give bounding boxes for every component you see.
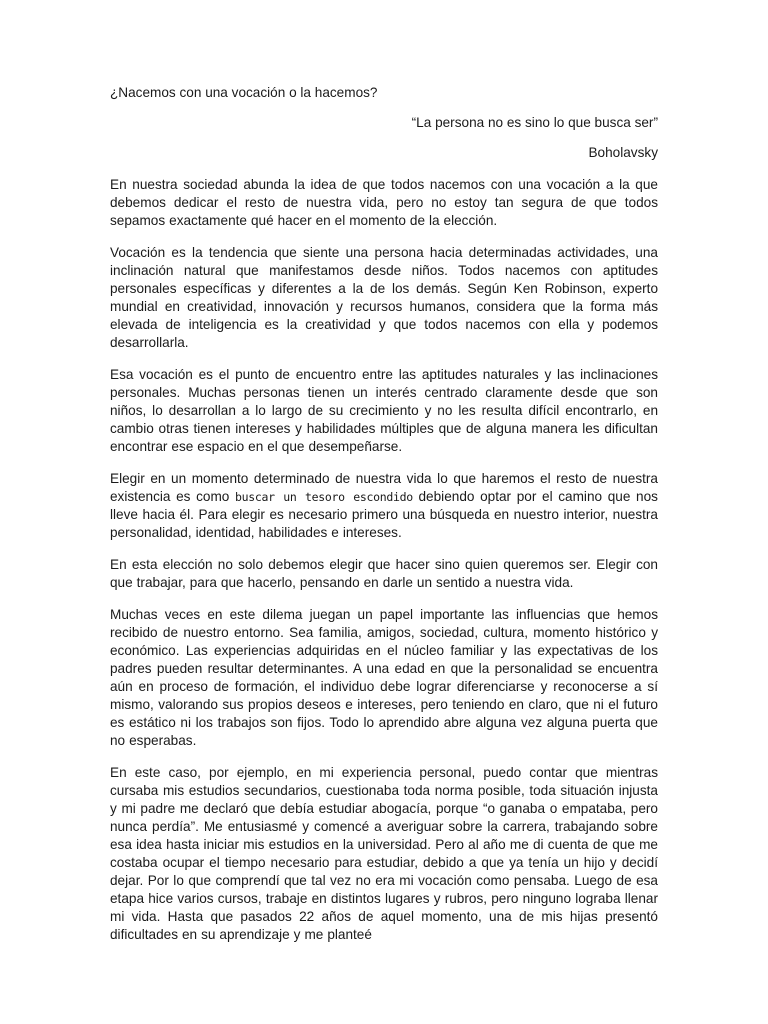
paragraph-2: Vocación es la tendencia que siente una persona hacia determinadas actividades, una inclinación natural que manifestamos desde niños. Todos nacemos con aptitudes personales específicas y diferentes a la de los demás. Según Ken Robinson, experto mundial en creatividad, innovación y recursos humanos, considera que la forma más elevada de inteligencia es la creatividad y que todos nacemos con ella y podemos desarrollarla. xyxy=(110,245,658,350)
document-title: ¿Nacemos con una vocación o la hacemos? xyxy=(110,85,378,100)
epigraph-quote: “La persona no es sino lo que busca ser” xyxy=(411,115,658,130)
epigraph-author: Boholavsky xyxy=(588,145,658,160)
highlighted-phrase: buscar un tesoro escondido xyxy=(235,490,413,504)
paragraph-3: Esa vocación es el punto de encuentro entre las aptitudes naturales y las inclinaciones personales. Muchas personas tienen un interés centrado claramente desde que son niños, lo desarrollan a lo largo de su crecimiento y no les resulta difícil encontrarlo, en cambio otras tienen intereses y habilidades múltiples que de alguna manera les dificultan encontrar ese espacio en el que desempeñarse. xyxy=(110,367,658,454)
paragraph-4 xyxy=(110,470,658,542)
paragraph-6: Muchas veces en este dilema juegan un papel importante las influencias que hemos recibido de nuestro entorno. Sea familia, amigos, sociedad, cultura, momento histórico y económico. Las experiencias adquiridas en el núcleo familiar y las expectativas de los padres pueden resultar determinantes. A una edad en que la personalidad se encuentra aún en proceso de formación, el individuo debe lograr diferenciarse y reconocerse a sí mismo, valorando sus propios deseos e intereses, pero teniendo en claro, que ni el futuro es estático ni los trabajos son fijos. Todo lo aprendido abre alguna vez alguna puerta que no esperabas. xyxy=(110,607,658,748)
paragraph-4-start: Elegir en un momento determinado de nuestra vida lo que haremos el resto de nuestra existencia es como xyxy=(110,471,658,504)
paragraph-1: En nuestra sociedad abunda la idea de que todos nacemos con una vocación a la que debemos dedicar el resto de nuestra vida, pero no estoy tan segura de que todos sepamos exactamente qué hacer en el momento de la elección. xyxy=(110,177,658,228)
paragraph-5: En esta elección no solo debemos elegir que hacer sino quien queremos ser. Elegir con que trabajar, para que hacerlo, pensando en darle un sentido a nuestra vida. xyxy=(110,557,658,590)
paragraph-7: En este caso, por ejemplo, en mi experiencia personal, puedo contar que mientras cursaba mis estudios secundarios, cuestionaba toda norma posible, toda situación injusta y mi padre me declaró que debía estudiar abogacía, porque “o ganaba o empataba, pero nunca perdía”. Me entusiasmé y comencé a averiguar sobre la carrera, trabajando sobre esa idea hasta iniciar mis estudios en la universidad. Pero al año me di cuenta de que me costaba ocupar el tiempo necesario para estudiar, debido a que ya tenía un hijo y decidí dejar. Por lo que comprendí que tal vez no era mi vocación como pensaba. Luego de esa etapa hice varios cursos, trabaje en distintos lugares y rubros, pero ninguno lograba llenar mi vida. Hasta que pasados 22 años de aquel momento, una de mis hijas presentó dificultades en su aprendizaje y me planteé xyxy=(110,765,658,942)
paragraph-4-end: debiendo optar por el camino que nos lleve hacia él. Para elegir es necesario primero una búsqueda en nuestro interior, nuestra personalidad, identidad, habilidades e intereses. xyxy=(110,489,658,540)
